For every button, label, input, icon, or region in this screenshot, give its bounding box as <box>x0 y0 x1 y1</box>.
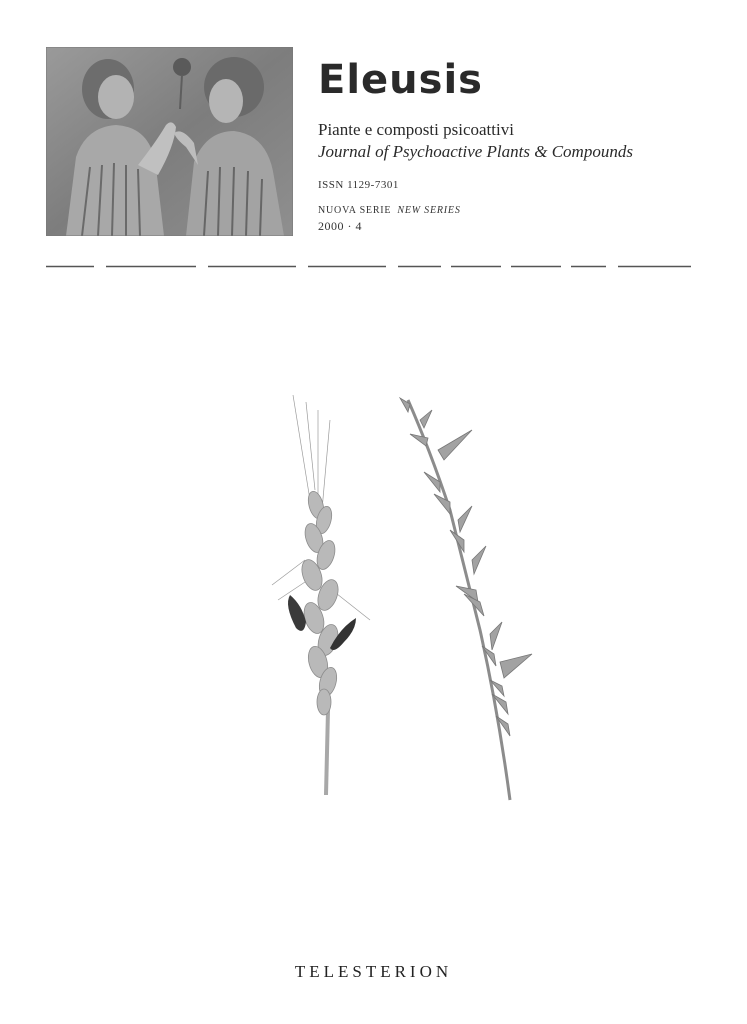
issn-number: ISSN 1129-7301 <box>318 179 399 191</box>
cover-relief-image <box>46 47 293 236</box>
series-line <box>318 205 718 216</box>
subtitle-italian: Piante e composti psicoattivi <box>318 120 514 139</box>
subtitle-english: Journal of Psychoactive Plants & Compounds <box>318 142 633 161</box>
divider-rule <box>46 265 691 268</box>
botanical-plates <box>260 390 550 805</box>
botanical-illustration <box>260 390 550 805</box>
series-italian: NUOVA SERIE <box>318 205 392 216</box>
publisher-name: TELESTERION <box>294 962 453 981</box>
two-figures-relief-icon <box>46 47 293 236</box>
issue-number: 2000 · 4 <box>318 219 362 233</box>
series-english: NEW SERIES <box>397 205 461 216</box>
journal-logo: Eleusis <box>318 57 483 103</box>
grass-spike-icon <box>400 398 532 800</box>
barley-ear-with-ergot-icon <box>272 395 370 795</box>
masthead <box>318 52 718 234</box>
